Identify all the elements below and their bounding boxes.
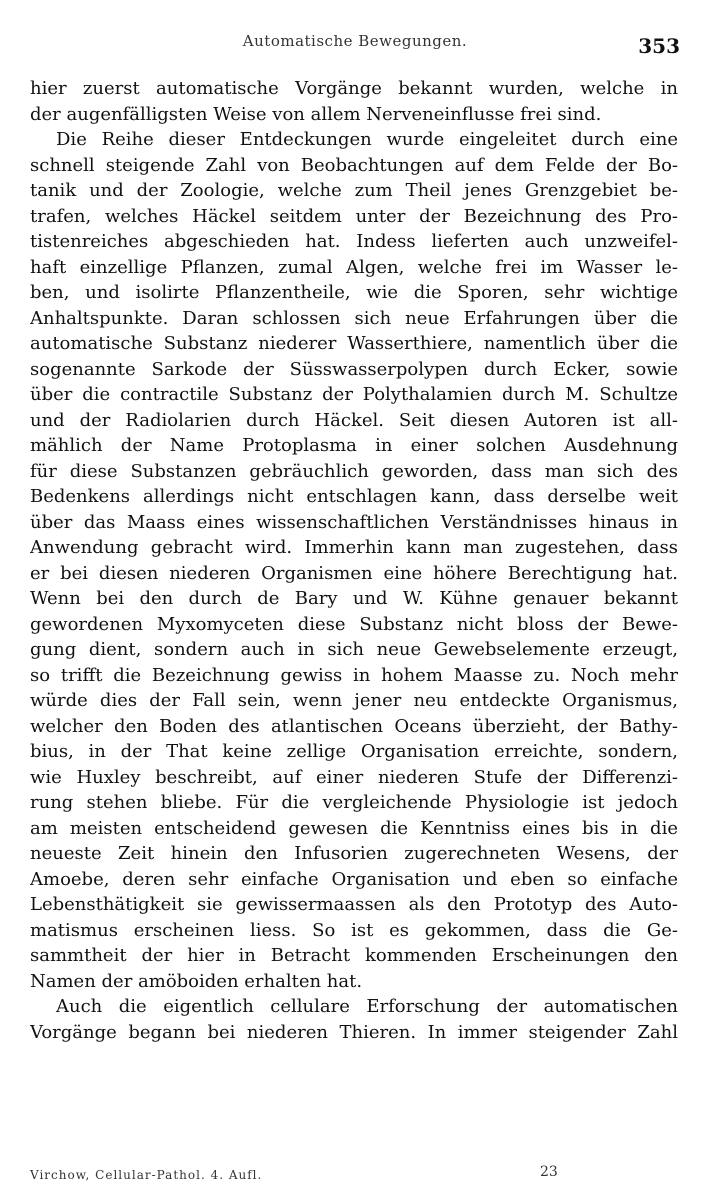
text-line: sammtheit der hier in Betracht kommenden Erscheinungen den (30, 945, 678, 966)
page-footer (30, 1164, 680, 1186)
text-line: haft einzellige Pflanzen, zumal Algen, welche frei im Wasser le- (30, 256, 678, 278)
text-line: mählich der Name Protoplasma in einer solchen Ausdehnung (30, 435, 678, 456)
text-line: bius, in der That keine zellige Organisation erreichte, sondern, (30, 741, 678, 762)
text-line: Auch die eigentlich cellulare Erforschung der automatischen (56, 996, 678, 1017)
text-line: sogenannte Sarkode der Süsswasserpolypen durch Ecker, sowie (30, 358, 678, 380)
text-line: automatische Substanz niederer Wasserthiere, namentlich über die (30, 333, 678, 354)
text-line: tistenreiches abgeschieden hat. Indess lieferten auch unzweifel- (30, 231, 678, 252)
text-line: am meisten entscheidend gewesen die Kenntniss eines bis in die (30, 817, 678, 839)
signature-note: Virchow, Cellular-Pathol. 4. Aufl. (30, 1168, 263, 1182)
text-line: Anwendung gebracht wird. Immerhin kann man zugestehen, dass (30, 537, 678, 558)
text-line: Die Reihe dieser Entdeckungen wurde eingeleitet durch eine (56, 129, 678, 150)
text-line: Namen der amöboiden erhalten hat. (30, 970, 363, 992)
text-line: neueste Zeit hinein den Infusorien zugerechneten Wesens, der (30, 843, 678, 864)
body-text (30, 76, 678, 1045)
text-line: rung stehen bliebe. Für die vergleichende Physiologie ist jedoch (30, 792, 678, 813)
text-line: Lebensthätigkeit sie gewissermaassen als den Prototyp des Auto- (30, 894, 678, 915)
page-number: 353 (638, 34, 680, 58)
signature-mark: 23 (540, 1164, 558, 1180)
text-line: gewordenen Myxomyceten diese Substanz nicht bloss der Bewe- (30, 613, 678, 635)
text-line: würde dies der Fall sein, wenn jener neu entdeckte Organismus, (30, 690, 678, 711)
text-line: Bedenkens allerdings nicht entschlagen kann, dass derselbe weit (30, 486, 678, 507)
text-line: für diese Substanzen gebräuchlich geworden, dass man sich des (30, 460, 678, 482)
text-line: und der Radiolarien durch Häckel. Seit diesen Autoren ist all- (30, 409, 678, 431)
text-line: trafen, welches Häckel seitdem unter der Bezeichnung des Pro- (30, 205, 678, 227)
text-line: Wenn bei den durch de Bary und W. Kühne genauer bekannt (30, 588, 678, 609)
text-line: hier zuerst automatische Vorgänge bekannt wurden, welche in (30, 78, 678, 99)
text-line: tanik und der Zoologie, welche zum Theil jenes Grenzgebiet be- (30, 180, 678, 201)
text-line: er bei diesen niederen Organismen eine höhere Berechtigung hat. (30, 562, 678, 584)
text-line: Vorgänge begann bei niederen Thieren. In immer steigender Zahl (30, 1021, 678, 1043)
text-line: Amoebe, deren sehr einfache Organisation und eben so einfache (30, 868, 678, 890)
text-line: matismus erscheinen liess. So ist es gekommen, dass die Ge- (30, 919, 678, 941)
text-line: über die contractile Substanz der Polythalamien durch M. Schultze (30, 384, 678, 405)
text-line: so trifft die Bezeichnung gewiss in hohem Maasse zu. Noch mehr (30, 664, 678, 686)
text-line: schnell steigende Zahl von Beobachtungen auf dem Felde der Bo- (30, 154, 678, 176)
text-line: ben, und isolirte Pflanzentheile, wie die Sporen, sehr wichtige (30, 282, 678, 303)
text-line: Anhaltspunkte. Daran schlossen sich neue Erfahrungen über die (30, 307, 678, 329)
text-line: der augenfälligsten Weise von allem Nerveneinflusse frei sind. (30, 103, 602, 125)
text-line: gung dient, sondern auch in sich neue Gewebselemente erzeugt, (30, 639, 678, 660)
text-line: welcher den Boden des atlantischen Oceans überzieht, der Bathy- (30, 715, 678, 737)
running-title: Automatische Bewegungen. (242, 32, 468, 50)
text-line: über das Maass eines wissenschaftlichen Verständnisses hinaus in (30, 511, 678, 533)
text-line: wie Huxley beschreibt, auf einer niederen Stufe der Differenzi- (30, 766, 678, 788)
running-header (30, 32, 680, 60)
